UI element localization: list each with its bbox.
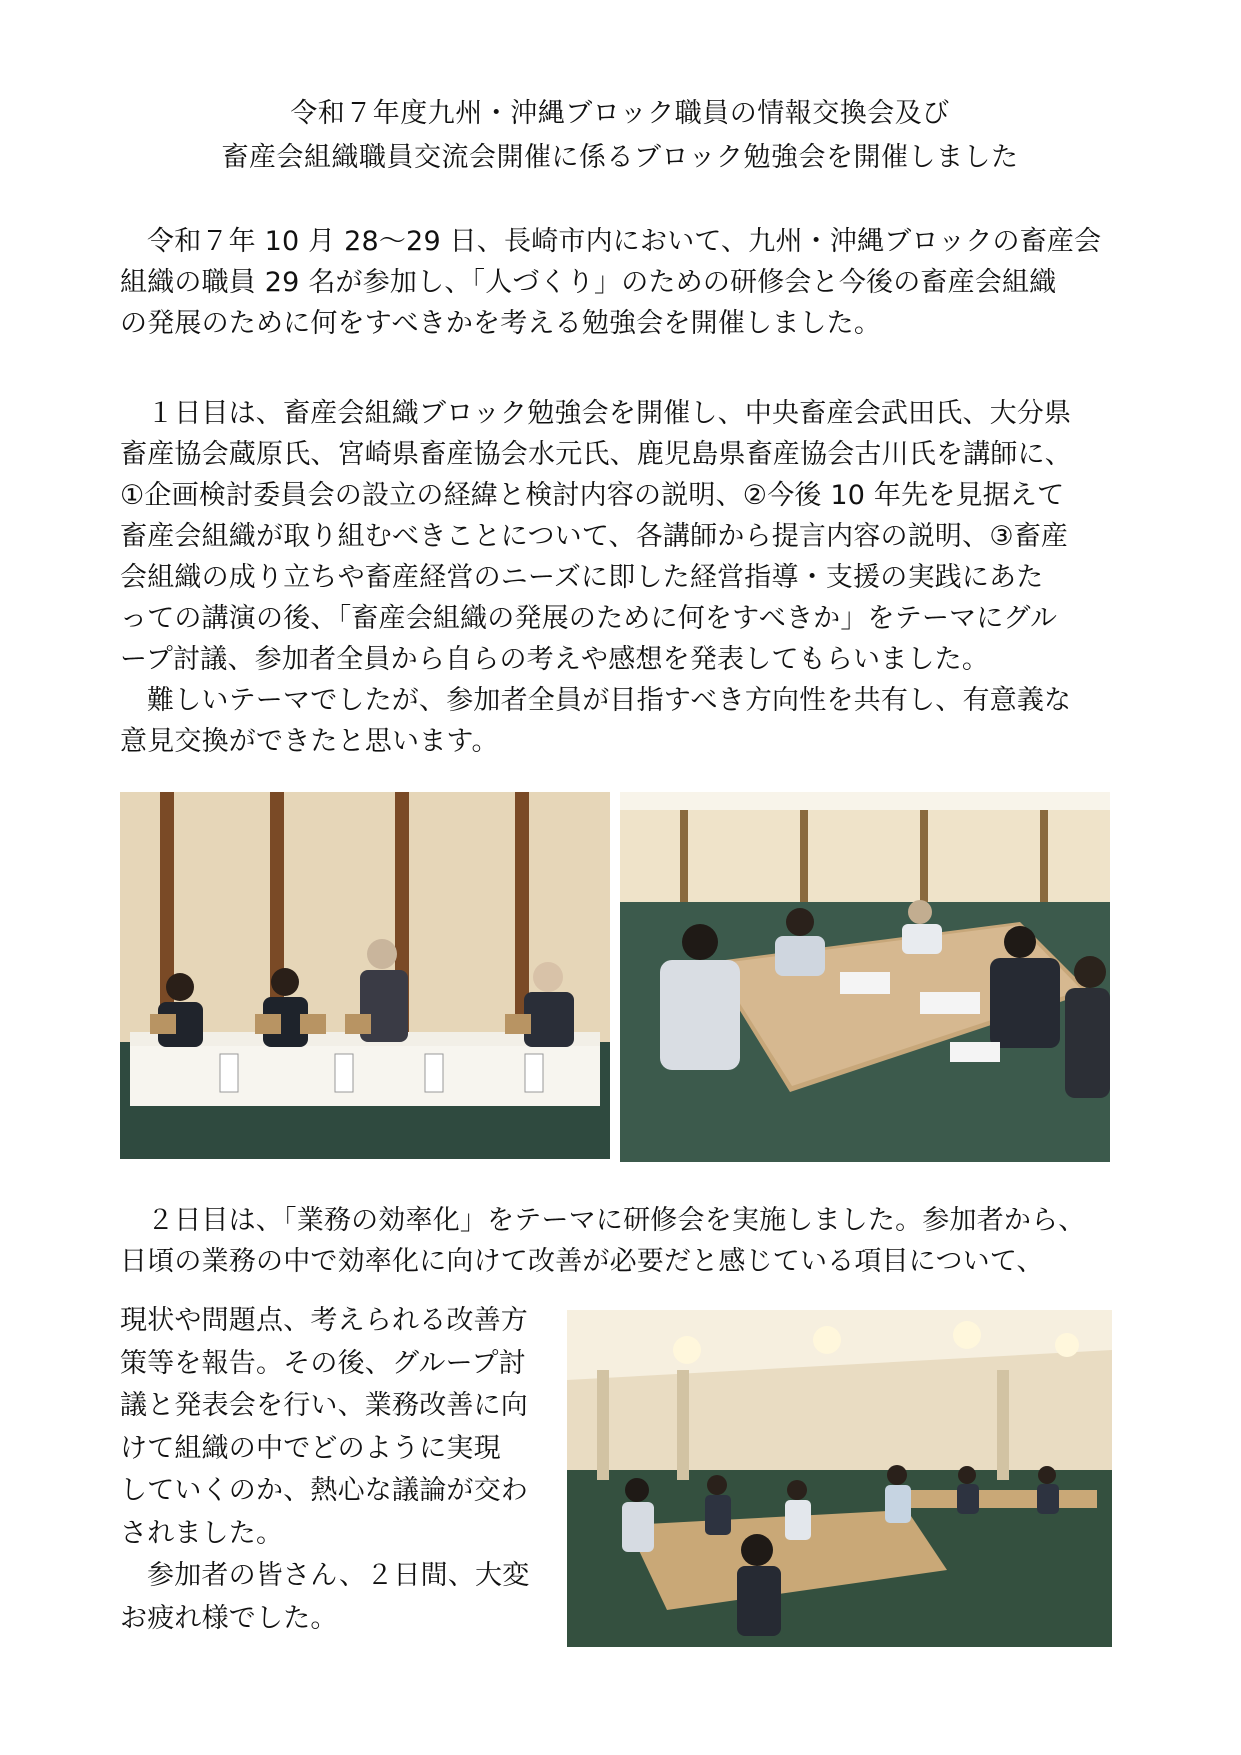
day2-side-line: 策等を報告。その後、グループ討 xyxy=(120,1347,526,1379)
day1-line: 会組織の成り立ちや畜産経営のニーズに即した経営指導・支援の実践にあた xyxy=(120,562,1044,593)
intro-line: の発展のために何をすべきかを考える勉強会を開催しました。 xyxy=(120,308,882,339)
day2-paragraph xyxy=(120,1200,1125,1282)
intro-line: 組織の職員 29 名が参加し、「人づくり」のための研修会と今後の畜産会組織 xyxy=(120,267,1057,298)
photo-panel-speakers xyxy=(120,792,610,1159)
day1-line: ープ討議、参加者全員から自らの考えや感想を発表してもらいました。 xyxy=(120,644,990,675)
photo-group-discussion xyxy=(620,792,1110,1162)
day2-side-line: 現状や問題点、考えられる改善方 xyxy=(120,1305,528,1336)
day2-side-line: けて組織の中でどのように実現 xyxy=(120,1432,501,1464)
day1-line: 畜産会組織が取り組むべきことについて、各講師から提言内容の説明、③畜産 xyxy=(120,521,1069,552)
day1-line: １日目は、畜産会組織ブロック勉強会を開催し、中央畜産会武田氏、大分県 xyxy=(147,398,1072,429)
day2-side-line: していくのか、熱心な議論が交わ xyxy=(120,1475,528,1506)
intro-paragraph xyxy=(120,221,1125,344)
intro-line: 令和７年 10 月 28〜29 日、長崎市内において、九州・沖縄ブロックの畜産会 xyxy=(147,226,1102,257)
day1-paragraph xyxy=(120,393,1125,762)
day2-line: 日頃の業務の中で効率化に向けて改善が必要だと感じている項目について、 xyxy=(120,1246,1044,1277)
day1-line: 難しいテーマでしたが、参加者全員が目指すべき方向性を共有し、有意義な xyxy=(147,685,1072,716)
day1-line: 意見交換ができたと思います。 xyxy=(120,726,499,757)
day1-line: っての講演の後、「畜産会組織の発展のために何をすべきか」をテーマにグル xyxy=(120,603,1058,634)
title-line-1: 令和７年度九州・沖縄ブロック職員の情報交換会及び xyxy=(290,98,950,129)
day2-side-line: お疲れ様でした。 xyxy=(120,1602,338,1634)
day2-line: ２日目は、「業務の効率化」をテーマに研修会を実施しました。参加者から、 xyxy=(147,1205,1086,1236)
photo-seminar-hall xyxy=(567,1310,1112,1647)
day2-side-line: 議と発表会を行い、業務改善に向 xyxy=(120,1390,528,1421)
title-line-2: 畜産会組織職員交流会開催に係るブロック勉強会を開催しました xyxy=(221,142,1019,173)
day2-side-paragraph xyxy=(120,1300,560,1640)
day2-side-line: されました。 xyxy=(120,1517,284,1549)
day2-side-line: 参加者の皆さん、２日間、大変 xyxy=(147,1560,530,1591)
document-title xyxy=(120,92,1120,180)
day1-line: ①企画検討委員会の設立の経緯と検討内容の説明、②今後 10 年先を見据えて xyxy=(120,480,1065,511)
day1-line: 畜産協会蔵原氏、宮崎県畜産協会水元氏、鹿児島県畜産協会古川氏を講師に、 xyxy=(120,439,1072,470)
